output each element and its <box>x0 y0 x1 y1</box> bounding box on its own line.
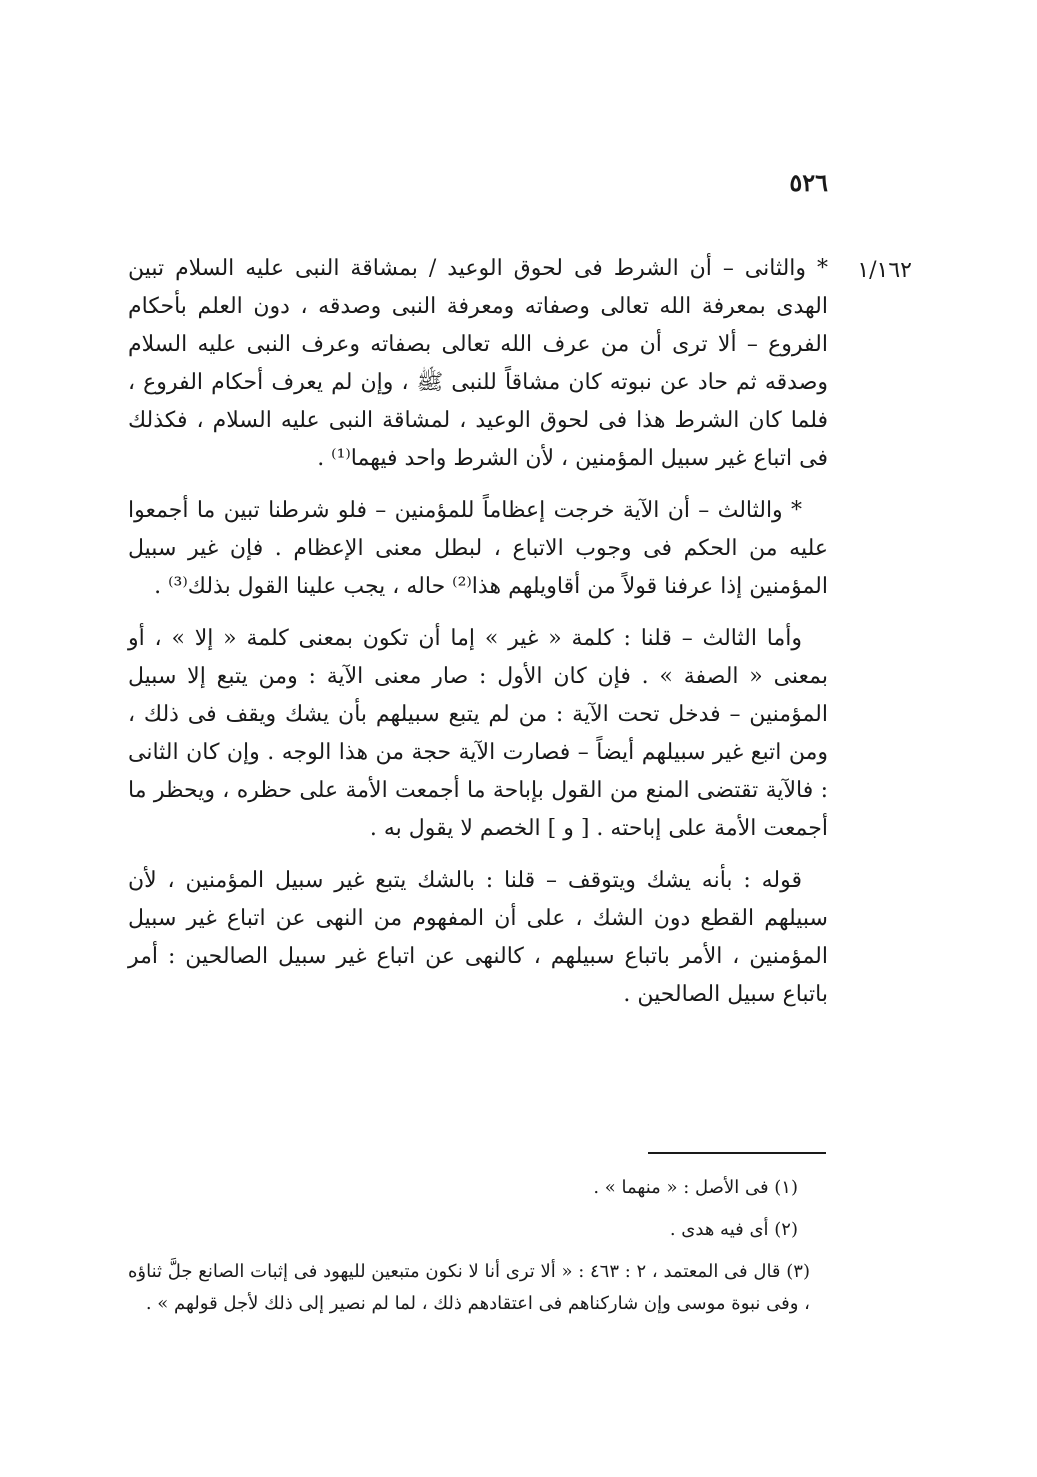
main-text <box>128 250 828 1028</box>
footnote-divider <box>648 1152 826 1154</box>
page-number: ٥٢٦ <box>789 168 828 197</box>
footnote-3: (٣) قال فى المعتمد ، ٢ : ٤٦٣ : « ألا ترى أنا لا نكون متبعين لليهود فى إثبات الصانع جلَّ ثناؤه ، وفى نبوة موسى وإن شاركناهم فى اعتقادهم ذلك ، لما لم نصير إلى ذلك لأجل قولهم » . <box>128 1261 810 1314</box>
footnotes <box>128 1172 828 1330</box>
margin-reference: ١/١٦٢ <box>857 258 912 283</box>
paragraph-second-argument: * والثانى – أن الشرط فى لحوق الوعيد / بمشاقة النبى عليه السلام تبين الهدى بمعرفة الله تعالى وصفاته ومعرفة النبى وصدقه ، دون العلم بأحكام الفروع – ألا ترى أن من عرف الله تعالى بصفاته وعرف النبى عليه السلام وصدقه ثم حاد عن نبوته كان مشاقاً للنبى ﷺ ، وإن لم يعرف أحكام الفروع ، فلما كان الشرط هذا فى لحوق الوعيد ، لمشاقة النبى عليه السلام ، فكذلك فى اتباع غير سبيل المؤمنين ، لأن الشرط واحد فيهما⁽¹⁾ . <box>128 256 828 471</box>
footnote-1: (١) فى الأصل : « منهما » . <box>593 1177 798 1198</box>
paragraph-reply-doubt: قوله : بأنه يشك ويتوقف – قلنا : بالشك يتبع غير سبيل المؤمنين ، لأن سبيلهم القطع دون الشك ، على أن المفهوم من النهى عن اتباع غير سبيل المؤمنين ، الأمر باتباع سبيلهم ، كالنهى عن اتباع غير سبيل الصالحين : أمر باتباع سبيل الصالحين . <box>128 868 828 1007</box>
paragraph-reply-third: وأما الثالث – قلنا : كلمة « غير » إما أن تكون بمعنى كلمة « إلا » ، أو بمعنى « الصفة » . فإن كان الأول : صار معنى الآية : ومن يتبع إلا سبيل المؤمنين – فدخل تحت الآية : من لم يتبع سبيلهم بأن يشك ويقف فى ذلك ، ومن اتبع غير سبيلهم أيضاً – فصارت الآية حجة من هذا الوجه . وإن كان الثانى : فالآية تقتضى المنع من القول بإباحة ما أجمعت الأمة على حظره ، ويحظر ما أجمعت الأمة على إباحته . [ و ] الخصم لا يقول به . <box>128 626 828 841</box>
footnote-2: (٢) أى فيه هدى . <box>669 1219 798 1240</box>
paragraph-third-argument: * والثالث – أن الآية خرجت إعظاماً للمؤمنين – فلو شرطنا تبين ما أجمعوا عليه من الحكم فى وجوب الاتباع ، لبطل معنى الإعظام . فإن غير سبيل المؤمنين إذا عرفنا قولاً من أقاويلهم هذا⁽²⁾ حاله ، يجب علينا القول بذلك⁽³⁾ . <box>128 498 828 599</box>
